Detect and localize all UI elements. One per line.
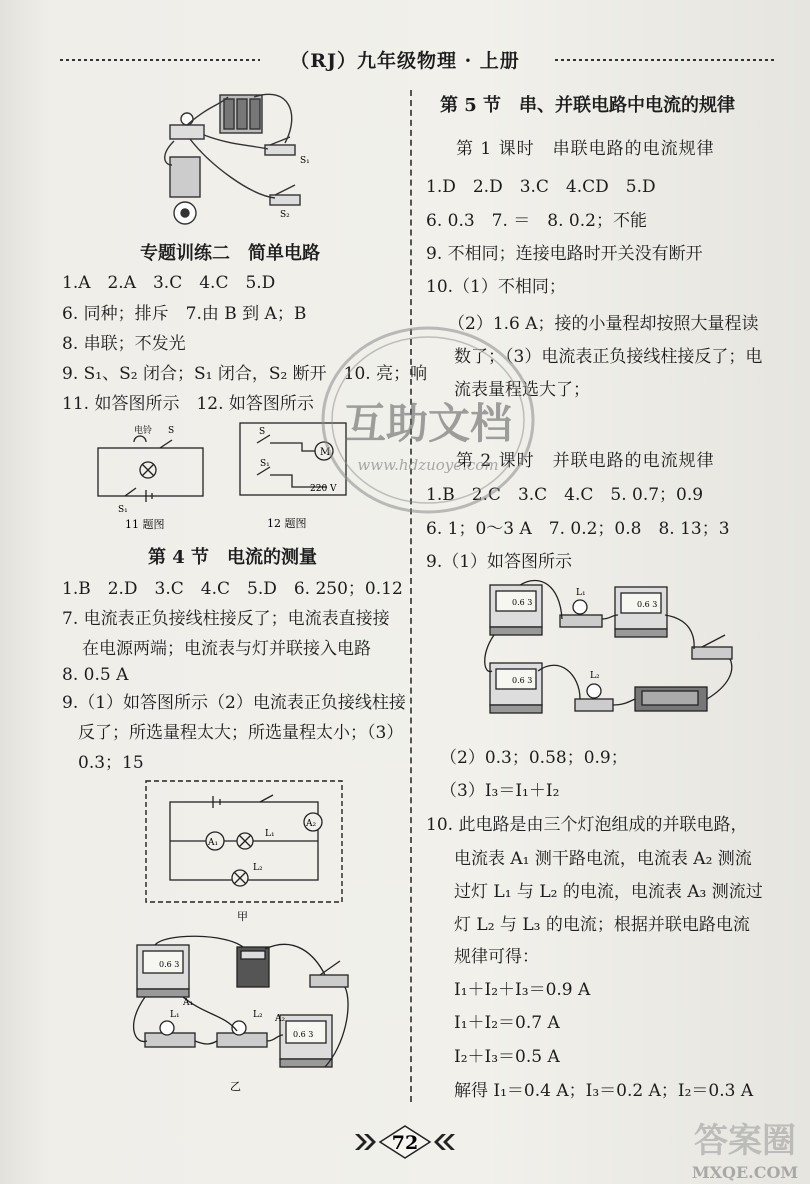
fig-yi-meter-scale: 0.6 3 bbox=[293, 1030, 314, 1039]
right-line3: 10. 此电路是由三个灯泡组成的并联电路， bbox=[426, 815, 748, 835]
right-line3: 规律可得： bbox=[454, 947, 539, 967]
fig9-meter-scale: 0.6 3 bbox=[512, 676, 533, 685]
fig12-caption: 12 题图 bbox=[267, 517, 307, 530]
fig12-s-label: S bbox=[259, 427, 266, 437]
corner-logo bbox=[680, 1110, 810, 1184]
left-line: 1.A 2.A 3.C 4.C 5.D bbox=[62, 273, 276, 293]
right-line3: 电流表 A₁ 测干路电流，电流表 A₂ 测流 bbox=[454, 849, 752, 869]
fig12-v-label: 220 V bbox=[310, 484, 337, 494]
right-line3: 过灯 L₁ 与 L₂ 的电流，电流表 A₃ 测流过 bbox=[454, 882, 763, 902]
left-line2: 9.（1）如答图所示（2）电流表正负接线柱接 bbox=[62, 693, 406, 713]
header-dots-right bbox=[555, 59, 775, 61]
figure-11-circuit bbox=[90, 420, 215, 532]
fig-jia-caption: 甲 bbox=[237, 910, 248, 923]
header-dots-left bbox=[60, 59, 260, 61]
left-line: 9. S₁、S₂ 闭合；S₁ 闭合，S₂ 断开 10. 亮；响 bbox=[62, 364, 428, 384]
fig12-m-label: M bbox=[320, 447, 331, 458]
fig-yi-l1: L₁ bbox=[170, 1010, 180, 1020]
column-divider bbox=[410, 90, 412, 1102]
fig-jia-a1: A₁ bbox=[208, 838, 219, 848]
watermark-text: 互助文档 bbox=[343, 399, 513, 448]
page-number-badge bbox=[355, 1120, 455, 1164]
left-line2: 7. 电流表正负接线柱接反了；电流表直接接 bbox=[62, 609, 390, 629]
fig11-s-label: S bbox=[168, 426, 175, 436]
header-title: （RJ）九年级物理 · 上册 bbox=[290, 50, 520, 72]
right-line3: I₁＋I₂＝0.7 A bbox=[454, 1013, 560, 1033]
fig12-s1-label: S₁ bbox=[260, 459, 270, 469]
left-line2: 反了；所选量程太大；所选量程太小；（3） bbox=[78, 723, 404, 743]
corner-logo-url: MXQE.COM bbox=[691, 1163, 799, 1182]
left-line2: 1.B 2.D 3.C 4.C 5.D 6. 250；0.12 bbox=[62, 579, 403, 599]
fig11-s1-label: S₁ bbox=[118, 505, 128, 515]
page-header bbox=[0, 40, 810, 80]
figure-yi-circuit bbox=[125, 935, 355, 1095]
fig-jia-a2: A₂ bbox=[306, 819, 317, 829]
right-line1: 1.D 2.D 3.C 4.CD 5.D bbox=[426, 177, 656, 197]
fig11-caption: 11 题图 bbox=[125, 518, 165, 531]
right-line2: 1.B 2.C 3.C 4.C 5. 0.7；0.9 bbox=[426, 485, 704, 505]
left-line2: 0.3；15 bbox=[78, 753, 144, 773]
right-line1: 6. 0.3 7. ＝ 8. 0.2；不能 bbox=[426, 211, 647, 231]
fig-yi-a2: A₂ bbox=[275, 1014, 286, 1024]
fig-top-label-s2: S₂ bbox=[280, 210, 290, 220]
right-line1: 9. 不相同；连接电路时开关没有断开 bbox=[426, 244, 703, 264]
right-lesson1-title: 第 1 课时 串联电路的电流规律 bbox=[456, 139, 715, 159]
fig-jia-l1: L₁ bbox=[265, 829, 275, 839]
watermark-url: www.hdzuoye.com bbox=[357, 456, 499, 474]
left-line2: 8. 0.5 A bbox=[62, 665, 129, 685]
right-line3: 解得 I₁＝0.4 A；I₃＝0.2 A；I₂＝0.3 A bbox=[454, 1081, 754, 1101]
right-line2: 9.（1）如答图所示 bbox=[426, 552, 573, 572]
fig9-l1: L₁ bbox=[576, 588, 586, 598]
left-line: 8. 串联；不发光 bbox=[62, 334, 186, 354]
right-line3: 灯 L₂ 与 L₃ 的电流；根据并联电路电流 bbox=[454, 915, 750, 935]
figure-9-parallel-circuit bbox=[480, 575, 750, 725]
left-line: 6. 同种；排斥 7.由 B 到 A；B bbox=[62, 304, 307, 324]
fig-yi-caption: 乙 bbox=[230, 1080, 241, 1093]
right-line2: 6. 1；0～3 A 7. 0.2；0.8 8. 13；3 bbox=[426, 519, 730, 539]
right-line1: （2）1.6 A；接的小量程却按照大量程读 bbox=[448, 314, 759, 334]
fig9-meter-scale: 0.6 3 bbox=[512, 598, 533, 607]
right-line1: 流表量程选大了； bbox=[454, 380, 590, 400]
fig11-bell-label: 电铃 bbox=[134, 426, 153, 436]
circuit-figure-top bbox=[150, 85, 320, 235]
fig-yi-a1: A₁ bbox=[183, 998, 194, 1008]
left-section-title: 专题训练二 简单电路 bbox=[140, 243, 320, 264]
fig9-meter-scale: 0.6 3 bbox=[637, 600, 658, 609]
right-line3: （2）0.3；0.58；0.9； bbox=[440, 748, 628, 768]
right-line1: 10.（1）不相同； bbox=[426, 277, 566, 297]
fig-jia-l2: L₂ bbox=[253, 863, 263, 873]
figure-jia-circuit bbox=[145, 778, 345, 926]
left-line2: 在电源两端；电流表与灯并联接入电路 bbox=[82, 639, 371, 659]
right-line3: I₂＋I₃＝0.5 A bbox=[454, 1047, 560, 1067]
right-line3: I₁＋I₂＋I₃＝0.9 A bbox=[454, 980, 591, 1000]
right-lesson2-title: 第 2 课时 并联电路的电流规律 bbox=[456, 451, 715, 471]
right-line3: （3）I₃＝I₁＋I₂ bbox=[440, 781, 560, 801]
page-number: 72 bbox=[391, 1132, 419, 1154]
corner-logo-text: 答案圈 bbox=[694, 1121, 796, 1161]
fig9-l2: L₂ bbox=[590, 671, 600, 681]
watermark-stamp bbox=[318, 320, 538, 520]
fig-yi-l2: L₂ bbox=[253, 1010, 263, 1020]
left-section2-title: 第 4 节 电流的测量 bbox=[148, 547, 318, 568]
fig-yi-meter-scale: 0.6 3 bbox=[159, 960, 180, 969]
right-section-title: 第 5 节 串、并联电路中电流的规律 bbox=[440, 95, 736, 116]
fig-top-label-s1: S₁ bbox=[300, 156, 310, 166]
left-line: 11. 如答图所示 12. 如答图所示 bbox=[62, 394, 314, 414]
right-line1: 数了；（3）电流表正负接线柱接反了；电 bbox=[454, 347, 763, 367]
